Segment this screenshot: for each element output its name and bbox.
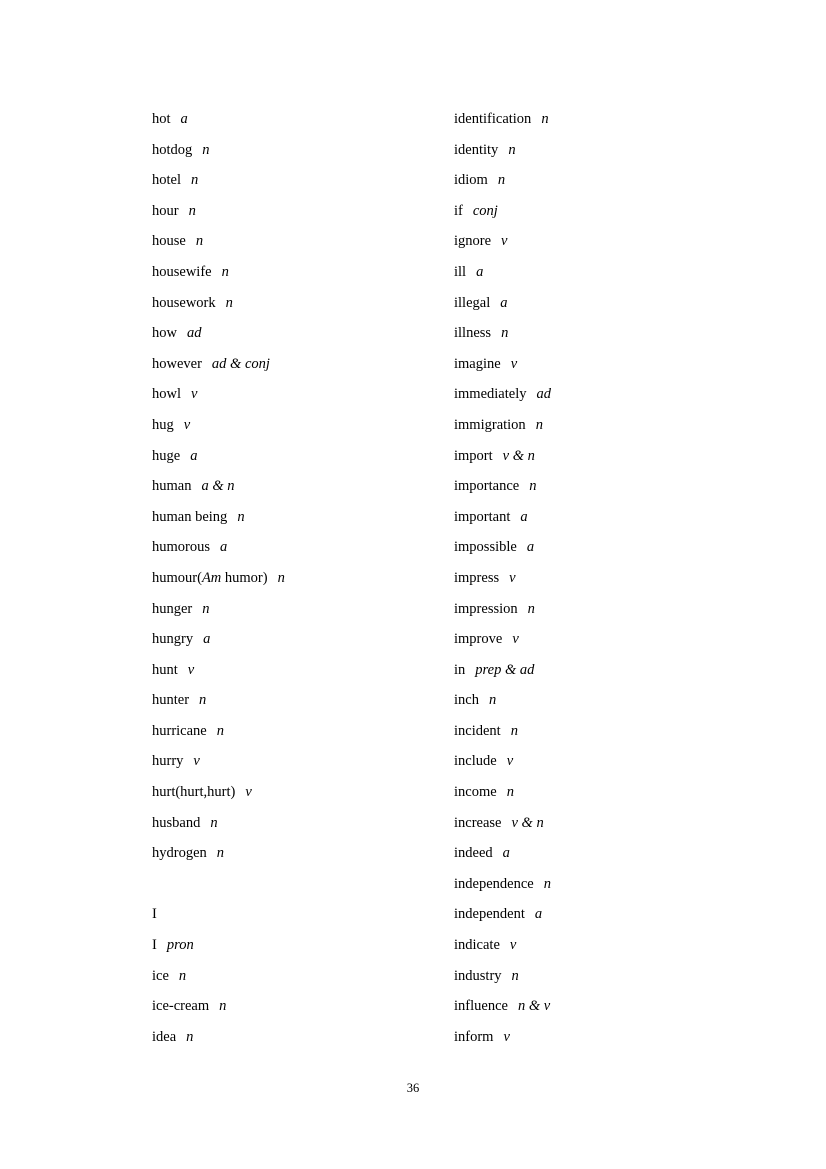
entry-word: influence	[454, 998, 508, 1015]
entry-part-of-speech: ad	[536, 386, 551, 403]
entry-word: importance	[454, 478, 520, 495]
dictionary-entry	[152, 318, 452, 349]
dictionary-entry	[152, 961, 452, 992]
entry-word: import	[454, 447, 493, 464]
dictionary-entry	[454, 777, 774, 808]
entry-part-of-speech: n & v	[517, 998, 551, 1015]
entry-word: improve	[454, 631, 503, 648]
entry-part-of-speech: v	[509, 569, 516, 586]
entry-part-of-speech: n	[216, 722, 224, 739]
dictionary-entry	[152, 441, 452, 472]
entry-word: hot	[152, 111, 171, 127]
entry-part-of-speech: v	[509, 937, 517, 954]
dictionary-entry	[454, 318, 774, 349]
entry-part-of-speech: v	[506, 753, 514, 770]
entry-part-of-speech: v	[501, 233, 508, 250]
entry-word: hungry	[152, 631, 194, 648]
entry-word: hug	[152, 416, 174, 433]
entry-word: in	[454, 661, 466, 678]
entry-word: idiom	[454, 172, 488, 189]
entry-part-of-speech: n	[195, 233, 204, 250]
page-number: 36	[406, 1081, 420, 1095]
dictionary-entry	[454, 930, 774, 961]
entry-part-of-speech: n	[501, 325, 509, 342]
entry-part-of-speech: v	[512, 631, 519, 648]
entry-word: hour	[152, 202, 179, 219]
entry-word: inform	[454, 1028, 494, 1045]
entry-word: inch	[454, 692, 479, 709]
entry-word: how	[152, 325, 177, 342]
entry-part-of-speech: a	[520, 508, 528, 525]
entry-part-of-speech: n	[191, 172, 199, 189]
entry-word: housewife	[152, 263, 212, 280]
entry-word: human being	[152, 508, 228, 525]
entry-part-of-speech: ad	[186, 325, 202, 342]
entry-word: independent	[454, 906, 525, 923]
dictionary-entry	[454, 349, 774, 380]
entry-word: however	[152, 355, 202, 372]
dictionary-entry	[152, 930, 452, 961]
word-list-columns	[0, 104, 826, 1052]
entry-word: ignore	[454, 233, 492, 250]
dictionary-entry	[454, 991, 774, 1022]
entry-word: impossible	[454, 539, 517, 556]
entry-word: important	[454, 508, 511, 525]
dictionary-entry	[454, 685, 774, 716]
entry-word-variant-marker: Am	[201, 569, 222, 586]
entry-word: hurt(hurt,hurt)	[152, 784, 236, 801]
dictionary-entry	[454, 196, 774, 227]
entry-part-of-speech: n	[186, 1028, 194, 1045]
section-letter-heading: I	[152, 906, 157, 923]
dictionary-entry	[152, 196, 452, 227]
entry-word: hydrogen	[152, 845, 207, 862]
entry-part-of-speech: n	[221, 263, 229, 280]
entry-word: hotdog	[152, 141, 193, 158]
entry-part-of-speech: pron	[166, 937, 194, 954]
entry-word: illegal	[454, 294, 491, 311]
entry-part-of-speech: a	[180, 111, 188, 127]
entry-word: imagine	[454, 355, 501, 372]
dictionary-entry	[454, 502, 774, 533]
entry-part-of-speech: a	[476, 263, 484, 280]
dictionary-entry	[152, 165, 452, 196]
entry-part-of-speech: n	[202, 141, 210, 158]
dictionary-entry	[454, 257, 774, 288]
entry-part-of-speech: n	[199, 692, 207, 709]
entry-word: ill	[454, 263, 467, 280]
entry-word: human	[152, 478, 192, 495]
entry-part-of-speech: a	[502, 845, 510, 862]
entry-part-of-speech: n	[225, 294, 233, 311]
dictionary-entry	[152, 135, 452, 166]
entry-word: immediately	[454, 386, 527, 403]
entry-part-of-speech: n	[506, 784, 514, 801]
dictionary-entry	[152, 257, 452, 288]
entry-word: indicate	[454, 937, 500, 954]
entry-part-of-speech: v & n	[502, 447, 535, 464]
entry-part-of-speech: v	[503, 1028, 510, 1045]
entry-word: howl	[152, 386, 181, 403]
entry-part-of-speech: n	[541, 111, 549, 127]
entry-part-of-speech: n	[511, 967, 519, 984]
dictionary-entry	[152, 410, 452, 441]
entry-part-of-speech: n	[277, 569, 285, 586]
dictionary-entry	[152, 655, 452, 686]
entry-part-of-speech: n	[535, 416, 543, 433]
entry-part-of-speech: a	[190, 447, 198, 464]
entry-part-of-speech: v	[245, 784, 252, 801]
dictionary-entry	[152, 685, 452, 716]
dictionary-entry	[454, 624, 774, 655]
dictionary-entry	[454, 746, 774, 777]
entry-part-of-speech: n	[527, 600, 535, 617]
entry-word: ice-cream	[152, 998, 210, 1015]
entry-part-of-speech: v	[183, 416, 191, 433]
entry-part-of-speech: n	[178, 967, 187, 984]
dictionary-entry	[454, 899, 774, 930]
dictionary-entry	[454, 838, 774, 869]
entry-word-variant: humor)	[221, 569, 268, 586]
entry-part-of-speech: n	[488, 692, 497, 709]
entry-word: ice	[152, 967, 169, 984]
entry-word: housework	[152, 294, 216, 311]
entry-part-of-speech: a	[526, 539, 535, 556]
dictionary-entry	[152, 563, 452, 594]
entry-part-of-speech: n	[210, 814, 218, 831]
entry-word: increase	[454, 814, 502, 831]
entry-part-of-speech: n	[188, 202, 196, 219]
dictionary-entry	[152, 777, 452, 808]
dictionary-entry	[454, 226, 774, 257]
entry-part-of-speech: a	[500, 294, 508, 311]
entry-part-of-speech: v	[193, 753, 200, 770]
dictionary-entry	[454, 594, 774, 625]
entry-part-of-speech: n	[543, 875, 551, 892]
dictionary-entry	[454, 716, 774, 747]
entry-word: incident	[454, 722, 501, 739]
dictionary-entry	[454, 165, 774, 196]
entry-part-of-speech: n	[497, 172, 506, 189]
entry-part-of-speech: n	[529, 478, 537, 495]
dictionary-entry	[152, 746, 452, 777]
entry-part-of-speech: v	[191, 386, 198, 403]
entry-word: illness	[454, 325, 492, 342]
entry-word: immigration	[454, 416, 526, 433]
dictionary-entry	[152, 594, 452, 625]
entry-word: husband	[152, 814, 201, 831]
entry-word: hurricane	[152, 722, 207, 739]
dictionary-entry	[152, 471, 452, 502]
entry-word: humour(	[152, 569, 202, 586]
entry-part-of-speech: n	[202, 600, 210, 617]
dictionary-entry	[152, 716, 452, 747]
dictionary-entry	[454, 1022, 774, 1053]
word-list-column-left	[152, 104, 452, 1052]
entry-part-of-speech: n	[508, 141, 516, 158]
dictionary-entry	[454, 563, 774, 594]
entry-part-of-speech: n	[510, 722, 518, 739]
entry-word: hunt	[152, 661, 178, 678]
word-list-column-right	[454, 104, 774, 1052]
dictionary-entry	[152, 226, 452, 257]
entry-word: industry	[454, 967, 502, 984]
dictionary-entry	[152, 288, 452, 319]
entry-part-of-speech: a	[220, 539, 228, 556]
dictionary-entry	[152, 349, 452, 380]
dictionary-entry	[454, 288, 774, 319]
dictionary-entry	[454, 471, 774, 502]
entry-part-of-speech: v	[187, 661, 195, 678]
entry-word: include	[454, 753, 497, 770]
dictionary-entry	[152, 1022, 452, 1053]
entry-word: hunger	[152, 600, 193, 617]
entry-part-of-speech: n	[216, 845, 225, 862]
dictionary-entry	[152, 991, 452, 1022]
entry-part-of-speech: a	[203, 631, 211, 648]
entry-word: I	[152, 937, 157, 954]
entry-part-of-speech: v	[510, 355, 518, 372]
dictionary-entry	[454, 379, 774, 410]
dictionary-entry	[454, 441, 774, 472]
entry-part-of-speech: prep & ad	[475, 661, 535, 678]
dictionary-entry	[152, 502, 452, 533]
dictionary-entry	[454, 135, 774, 166]
dictionary-entry	[454, 410, 774, 441]
dictionary-entry	[454, 808, 774, 839]
dictionary-entry	[454, 961, 774, 992]
dictionary-entry	[152, 104, 452, 135]
entry-word: identity	[454, 141, 499, 158]
entry-word: hotel	[152, 172, 181, 189]
dictionary-entry	[152, 808, 452, 839]
entry-word: income	[454, 784, 497, 801]
entry-part-of-speech: conj	[472, 202, 498, 219]
entry-word: idea	[152, 1028, 177, 1045]
entry-word: hunter	[152, 692, 190, 709]
dictionary-entry	[152, 379, 452, 410]
entry-word: indeed	[454, 845, 493, 862]
entry-part-of-speech: n	[237, 508, 245, 525]
entry-word: humorous	[152, 539, 210, 556]
entry-part-of-speech: a	[534, 906, 543, 923]
entry-word: independence	[454, 875, 534, 892]
list-spacer	[152, 869, 452, 900]
dictionary-entry	[152, 624, 452, 655]
dictionary-entry	[454, 532, 774, 563]
entry-part-of-speech: ad & conj	[211, 355, 270, 372]
dictionary-entry	[454, 655, 774, 686]
entry-word: huge	[152, 447, 181, 464]
entry-part-of-speech: a & n	[201, 478, 235, 495]
dictionary-entry	[454, 104, 774, 135]
entry-part-of-speech: n	[219, 998, 227, 1015]
entry-word: identification	[454, 111, 532, 127]
entry-word: impression	[454, 600, 518, 617]
entry-word: if	[454, 202, 463, 219]
entry-word: impress	[454, 569, 500, 586]
entry-part-of-speech: v & n	[511, 814, 544, 831]
dictionary-entry	[454, 869, 774, 900]
dictionary-entry	[152, 838, 452, 869]
entry-word: hurry	[152, 753, 184, 770]
entry-word: house	[152, 233, 186, 250]
dictionary-entry	[152, 532, 452, 563]
